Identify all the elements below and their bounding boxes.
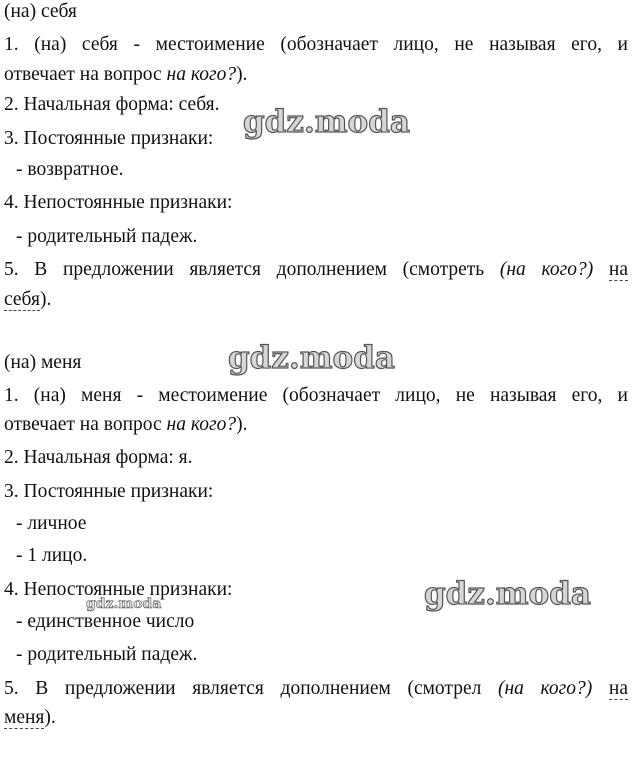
block2-item4-sub1: - единственное число xyxy=(16,611,195,632)
block2-item1-line2 xyxy=(4,413,628,437)
block1-item2: 2. Начальная форма: себя. xyxy=(4,94,220,115)
watermark-logo: gdz.moda xyxy=(424,576,591,612)
underlined-word: на xyxy=(608,259,628,280)
block1-item3-sub1: - возвратное. xyxy=(16,159,124,180)
question-italic: (на кого?) xyxy=(497,678,593,699)
block2-heading: (на) меня xyxy=(4,352,82,373)
block1-heading: (на) себя xyxy=(4,1,77,22)
question-italic: на кого? xyxy=(166,64,237,85)
block2-item1-line1: 1. (на) меня - местоимение (обозначает лицо, не называя его, и xyxy=(4,385,628,406)
text: ). xyxy=(39,289,52,310)
text: отвечает на вопрос xyxy=(4,64,167,85)
question-italic: на кого? xyxy=(166,414,237,435)
underlined-word: себя xyxy=(4,289,40,310)
watermark-logo: gdz.moda xyxy=(228,340,395,376)
block1-item4-sub1: - родительный падеж. xyxy=(16,226,198,247)
block2-item3: 3. Постоянные признаки: xyxy=(4,481,214,502)
watermark-logo: gdz.moda xyxy=(243,104,410,140)
underlined-word: меня xyxy=(4,707,45,728)
watermark-logo: gdz.moda xyxy=(86,596,162,612)
block2-item4-sub2: - родительный падеж. xyxy=(16,644,198,665)
block1-item5-line2 xyxy=(4,288,628,312)
text: ). xyxy=(236,64,248,85)
block1-item4: 4. Непостоянные признаки: xyxy=(4,192,233,213)
block1-item3: 3. Постоянные признаки: xyxy=(4,128,214,149)
block2-item3-sub1: - личное xyxy=(16,513,87,534)
text: отвечает на вопрос xyxy=(4,414,167,435)
block2-item5-line2 xyxy=(4,706,628,730)
block2-item2: 2. Начальная форма: я. xyxy=(4,447,193,468)
block1-item1-line1: 1. (на) себя - местоимение (обозначает лицо, не называя его, и xyxy=(4,34,628,55)
text: ). xyxy=(44,707,56,728)
block2-item4: 4. Непостоянные признаки: xyxy=(4,579,233,600)
underlined-word: на xyxy=(608,678,628,699)
block1-item1-line2 xyxy=(4,63,628,87)
question-italic: (на кого?) xyxy=(499,259,594,280)
text: ). xyxy=(236,414,248,435)
block2-item3-sub2: - 1 лицо. xyxy=(16,545,88,566)
text: 5. В предложении является дополнением (смотрел xyxy=(4,678,498,699)
block2-item5-line1 xyxy=(4,677,628,701)
text: 5. В предложении является дополнением (смотреть xyxy=(4,259,500,280)
block1-item5-line1 xyxy=(4,258,628,282)
